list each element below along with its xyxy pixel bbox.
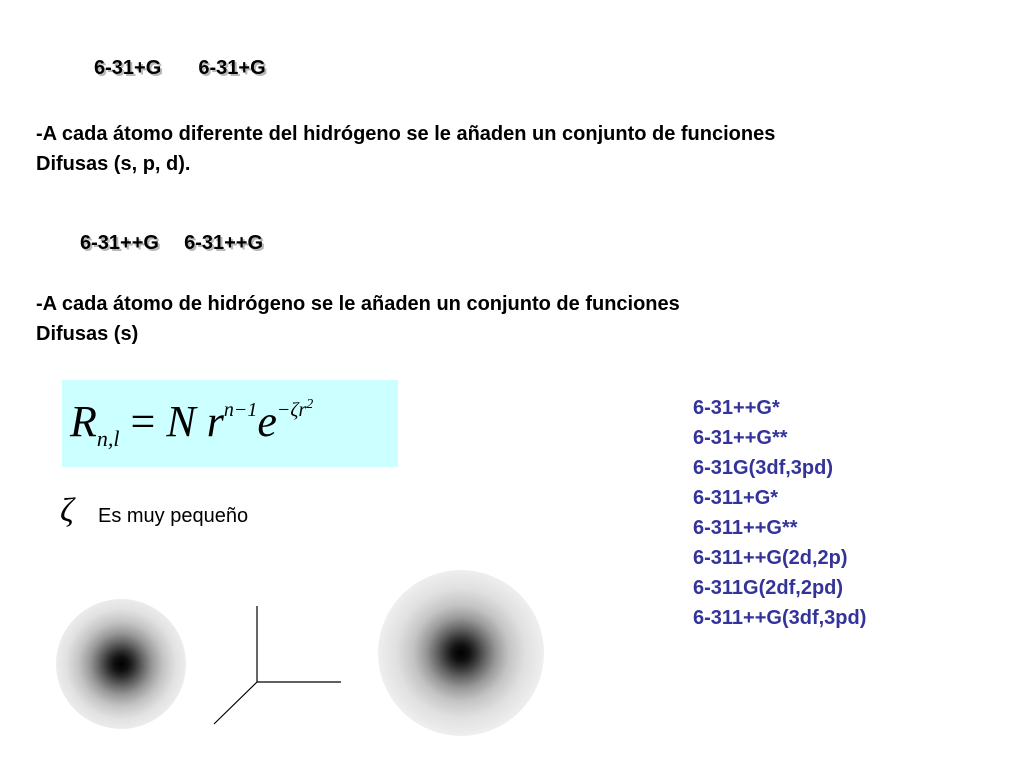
section2-title-a: 6-31++G [80, 232, 159, 254]
section2-line1: -A cada átomo de hidrógeno se le añaden un conjunto de funciones [36, 293, 680, 315]
radial-function-formula [70, 398, 313, 450]
section2-title [80, 232, 263, 255]
section1-line2: Difusas (s, p, d). [36, 153, 191, 175]
formula-equals: = [119, 397, 167, 446]
basis-set-item: 6-31++G** [693, 427, 788, 449]
formula-r2: r [195, 397, 224, 446]
basis-set-list [693, 393, 866, 633]
zeta-symbol: ζ [60, 492, 74, 529]
formula-exp-e-base: −ζr [276, 399, 307, 421]
formula-r: R [70, 397, 97, 446]
section1-title-a: 6-31+G [94, 57, 162, 79]
section1-title [94, 57, 266, 80]
section2-title-b: 6-31++G [184, 232, 264, 254]
section1-title-b: 6-31+G [198, 57, 266, 79]
formula-exp-e-pow: 2 [306, 397, 314, 412]
compact-orbital-image [56, 599, 186, 729]
basis-set-item: 6-311+G* [693, 487, 779, 509]
coordinate-axes-diagram [205, 600, 345, 730]
diffuse-orbital-image [378, 570, 544, 736]
zeta-caption: Es muy pequeño [98, 505, 249, 527]
basis-set-item: 6-31++G* [693, 397, 780, 419]
section1-line1: -A cada átomo diferente del hidrógeno se le añaden un conjunto de funciones [36, 123, 776, 145]
basis-set-item: 6-311++G(2d,2p) [693, 547, 848, 569]
formula-e: e [257, 397, 277, 446]
formula-exp-n: n−1 [223, 399, 258, 421]
basis-set-item: 6-311++G** [693, 517, 798, 539]
basis-set-item: 6-31G(3df,3pd) [693, 457, 834, 479]
formula-exp-e [277, 399, 313, 421]
formula-subscript: n,l [96, 426, 120, 451]
basis-set-item: 6-311G(2df,2pd) [693, 577, 844, 599]
radial-function-formula-box [62, 380, 398, 467]
section1-description [36, 119, 775, 179]
section2-line2: Difusas (s) [36, 323, 139, 345]
section2-description [36, 289, 680, 349]
formula-n-coef: N [166, 397, 196, 446]
basis-set-item: 6-311++G(3df,3pd) [693, 607, 867, 629]
x-axis [214, 682, 257, 724]
